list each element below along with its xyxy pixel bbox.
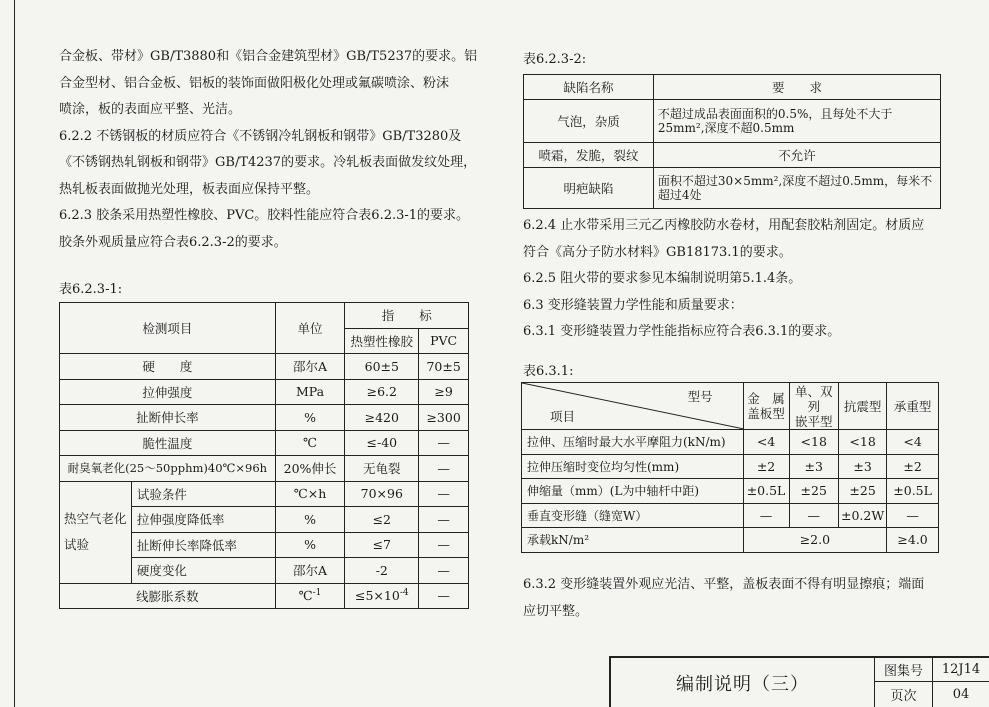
- cell-value: ±25: [789, 479, 838, 504]
- header-model: 型号: [687, 389, 713, 404]
- table-row: [522, 528, 939, 553]
- cell-value: ±0.5L: [743, 479, 789, 504]
- cell-tpr: -2: [345, 558, 419, 584]
- cell-pvc: —: [419, 532, 469, 558]
- cell-value: <18: [789, 430, 838, 455]
- cell-defect: 明疤缺陷: [524, 168, 654, 209]
- table3-caption: 表6.3.1:: [523, 364, 574, 379]
- table-row: [60, 379, 469, 405]
- paragraph-line: 6.3 变形缝装置力学性能和质量要求：: [523, 297, 743, 313]
- cell-tpr: ≤-40: [345, 430, 419, 456]
- atlas-number-value: 12J14: [933, 658, 989, 682]
- cell-pvc: —: [419, 558, 469, 584]
- paragraph-line: 《不锈钢热轧钢板和钢带》GB/T4237的要求。冷轧板表面做发纹处理，: [59, 155, 477, 170]
- table-row: [522, 454, 939, 479]
- left-text-block: [59, 44, 477, 256]
- cell-value: ±3: [789, 454, 838, 479]
- cell-pvc: ≥300: [419, 405, 469, 431]
- cell-item: 扯断伸长率降低率: [131, 532, 275, 558]
- paragraph-line: 合金板、带材》GB/T3880和《铝合金建筑型材》GB/T5237的要求。铝: [59, 49, 478, 64]
- cell-unit: ℃: [275, 430, 345, 456]
- cell-item: 伸缩量（mm）(L为中轴杆中距): [522, 479, 744, 504]
- cell-tpr: 无龟裂: [345, 456, 419, 482]
- paragraph-line: 6.3.2 变形缝装置外观应光洁、平整，盖板表面不得有明显擦痕；端面: [523, 577, 925, 592]
- paragraph-line: 6.2.4 止水带采用三元乙丙橡胶防水卷材，用配套胶粘剂固定。材质应: [523, 218, 925, 233]
- header-item: 项目: [550, 409, 576, 424]
- table-row: [522, 479, 939, 504]
- cell-unit: %: [275, 405, 345, 431]
- drawing-title: 编制说明（三）: [611, 658, 875, 707]
- table-mechanical-performance: [521, 382, 939, 553]
- cell-value: ±2: [887, 454, 939, 479]
- cell-tpr: $\le 5\times 10^{-4}$: [345, 583, 419, 609]
- paragraph-line: 热轧板表面做抛光处理，板表面应保持平整。: [59, 181, 320, 197]
- table-row: [524, 143, 941, 168]
- cell-item: 拉伸强度: [60, 379, 276, 405]
- header-pvc: PVC: [419, 328, 469, 354]
- cell-item: 扯断伸长率: [60, 405, 276, 431]
- paragraph-line: 6.3.1 变形缝装置力学性能指标应符合表6.3.1的要求。: [523, 324, 841, 339]
- table-row: [60, 405, 469, 431]
- cell-pvc: —: [419, 430, 469, 456]
- cell-tpr: 70×96: [345, 481, 419, 507]
- table-row: [522, 503, 939, 528]
- header-col-heavy: 承重型: [887, 383, 939, 430]
- table2-caption: 表6.2.3-2:: [523, 52, 587, 67]
- page-number-value: 04: [952, 687, 970, 702]
- table-row: [60, 430, 469, 456]
- table-appearance-quality: [523, 74, 941, 209]
- cell-value: ±2: [743, 454, 789, 479]
- cell-item: 耐臭氧老化(25～50pphm)40℃×96h: [60, 456, 276, 482]
- cell-value: ≥2.0: [743, 528, 887, 553]
- cell-pvc: —: [419, 456, 469, 482]
- cell-value: —: [743, 503, 789, 528]
- cell-value: ≥4.0: [887, 528, 939, 553]
- header-tpr: 热塑性橡胶: [345, 328, 419, 354]
- cell-pvc: —: [419, 583, 469, 609]
- paragraph-line: 6.2.3 胶条采用热塑性橡胶、PVC。胶料性能应符合表6.2.3-1的要求。: [59, 208, 470, 223]
- paragraph-line: 胶条外观质量应符合表6.2.3-2的要求。: [59, 234, 287, 250]
- cell-pvc: —: [419, 481, 469, 507]
- cell-value: —: [887, 503, 939, 528]
- cell-value: ±0.5L: [887, 479, 939, 504]
- cell-unit: 20%伸长: [275, 456, 345, 482]
- cell-tpr: ≤2: [345, 507, 419, 533]
- header-requirement: 要 求: [653, 75, 940, 100]
- page-number-label: 页次: [875, 682, 933, 707]
- atlas-number-label: 图集号: [875, 658, 933, 682]
- paragraph-line: 6.2.5 阻火带的要求参见本编制说明第5.1.4条。: [523, 271, 802, 286]
- paragraph-line: 合金型材、铝合金板、铝板的装饰面做阳极化处理或氟碳喷涂、粉沫: [59, 75, 450, 91]
- header-unit: 单位: [275, 303, 345, 354]
- cell-pvc: 70±5: [419, 354, 469, 380]
- cell-item: 承载kN/m²: [522, 528, 744, 553]
- header-item: 检测项目: [60, 303, 276, 354]
- cell-unit: ℃$^{-1}$: [275, 583, 345, 609]
- table-row: [60, 354, 469, 380]
- cell-defect: 气泡，杂质: [524, 100, 654, 143]
- cell-unit: 邵尔A: [275, 354, 345, 380]
- table-row: [522, 430, 939, 455]
- cell-unit: ℃×h: [275, 481, 345, 507]
- cell-item: 线膨胀系数: [60, 583, 276, 609]
- cell-item: 垂直变形缝（缝宽W）: [522, 503, 744, 528]
- cell-item: 拉伸强度降低率: [131, 507, 275, 533]
- cell-item: 脆性温度: [60, 430, 276, 456]
- cell-value: ±3: [838, 454, 886, 479]
- cell-pvc: ≥9: [419, 379, 469, 405]
- cell-defect: 喷霜，发脆，裂纹: [524, 143, 654, 168]
- header-col-seismic: 抗震型: [838, 383, 886, 430]
- cell-item: 拉伸、压缩时最大水平摩阻力(kN/m): [522, 430, 744, 455]
- cell-requirement: 不允许: [653, 143, 940, 168]
- cell-value: <18: [838, 430, 886, 455]
- title-block: [609, 656, 989, 707]
- cell-value: ±0.2W: [838, 503, 886, 528]
- header-index: 指 标: [345, 303, 469, 329]
- cell-value: ±25: [838, 479, 886, 504]
- cell-unit: MPa: [275, 379, 345, 405]
- cell-unit: %: [275, 507, 345, 533]
- cell-tpr: ≥420: [345, 405, 419, 431]
- cell-item: 试验条件: [131, 481, 275, 507]
- cell-item: 拉伸压缩时变位均匀性(mm): [522, 454, 744, 479]
- table-row: [524, 168, 941, 209]
- cell-group-label: 热空气老化试验: [60, 481, 132, 583]
- paragraph-line: 喷涂，板的表面应平整、光洁。: [59, 102, 242, 117]
- table-row: [60, 456, 469, 482]
- paragraph-line: 符合《高分子防水材料》GB18173.1的要求。: [523, 244, 792, 260]
- cell-unit: 邵尔A: [275, 558, 345, 584]
- header-defect: 缺陷名称: [524, 75, 654, 100]
- right-text-block-2: [523, 572, 924, 625]
- cell-unit: %: [275, 532, 345, 558]
- cell-tpr: ≥6.2: [345, 379, 419, 405]
- cell-item: 硬度变化: [131, 558, 275, 584]
- header-col-flush: 单、双列 嵌平型: [789, 383, 838, 430]
- right-text-block: [523, 213, 924, 346]
- table-row: [60, 481, 469, 507]
- cell-tpr: ≤7: [345, 532, 419, 558]
- header-diagonal-cell: [522, 383, 744, 430]
- paragraph-line: 应切平整。: [523, 603, 589, 619]
- cell-value: —: [789, 503, 838, 528]
- cell-value: <4: [887, 430, 939, 455]
- paragraph-line: 6.2.2 不锈钢板的材质应符合《不锈钢冷轧钢板和钢带》GB/T3280及: [59, 128, 462, 144]
- cell-value: <4: [743, 430, 789, 455]
- table-row: [524, 100, 941, 143]
- table1-caption: 表6.2.3-1:: [59, 282, 123, 297]
- cell-pvc: —: [419, 507, 469, 533]
- cell-tpr: 60±5: [345, 354, 419, 380]
- table-rubber-properties: [59, 302, 469, 609]
- cell-requirement: 面积不超过30×5mm²,深度不超过0.5mm，每米不超过4处: [653, 168, 940, 209]
- cell-requirement: 不超过成品表面面积的0.5%，且每处不大于25mm²,深度不超0.5mm: [653, 100, 940, 143]
- cell-item: 硬 度: [60, 354, 276, 380]
- header-col-metal: 金 属 盖板型: [743, 383, 789, 430]
- table-row: [60, 583, 469, 609]
